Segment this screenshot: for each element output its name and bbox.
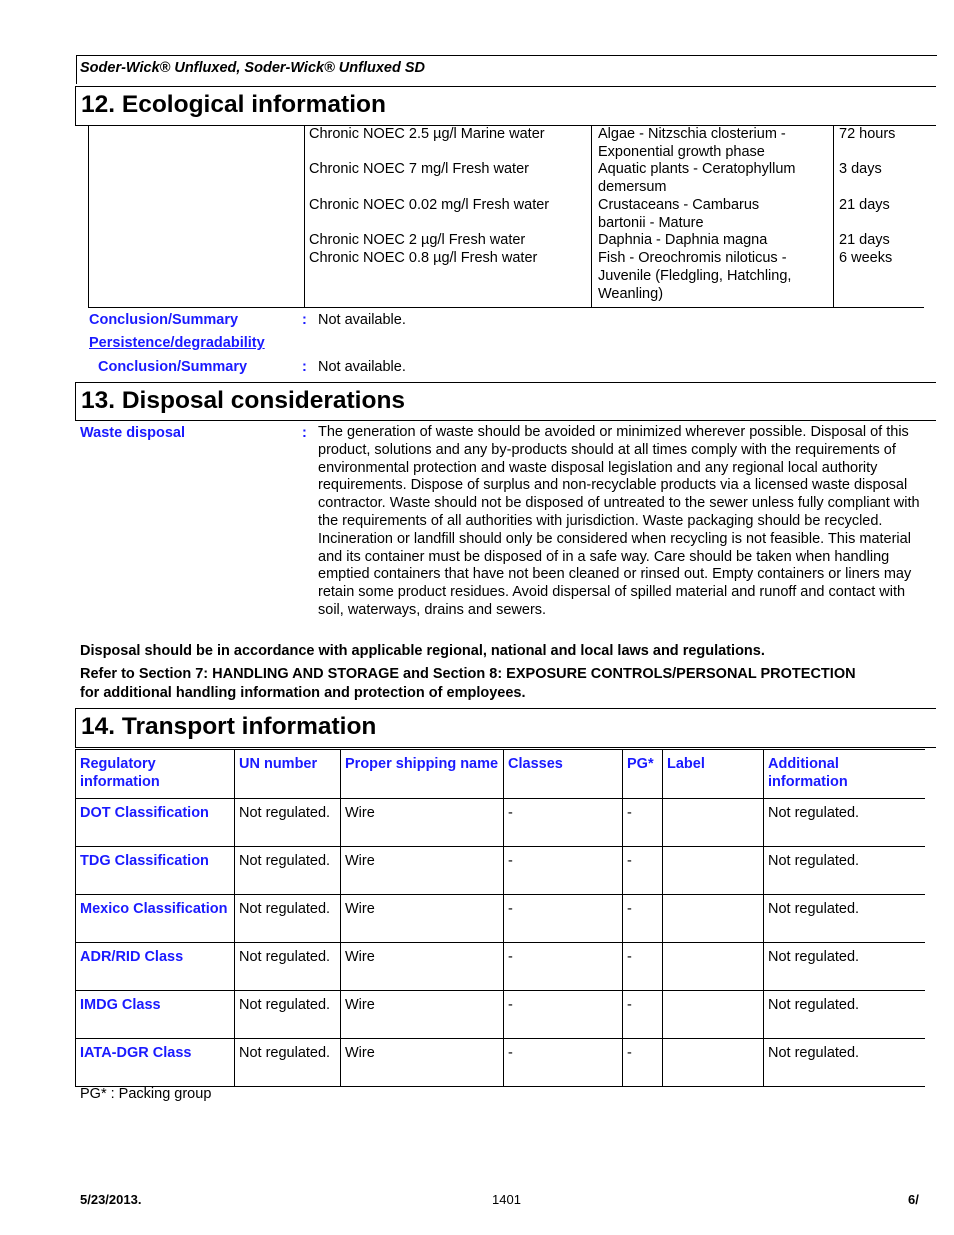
- eco-table-border-left: [88, 126, 89, 307]
- row-regulatory: IMDG Class: [76, 991, 235, 1039]
- eco-exposure-5: 6 weeks: [839, 250, 893, 266]
- section-13-header: [75, 382, 936, 421]
- row-classes: -: [504, 895, 623, 943]
- row-label: [663, 943, 764, 991]
- col-proper-shipping-name: Proper shipping name: [341, 750, 504, 799]
- refer-note-line1: Refer to Section 7: HANDLING AND STORAGE and Section 8: EXPOSURE CONTROLS/PERSONAL PROTECTION: [80, 666, 856, 682]
- row-regulatory: ADR/RID Class: [76, 943, 235, 991]
- eco-test-2: Chronic NOEC 7 mg/l Fresh water: [309, 161, 529, 177]
- row-pg: -: [623, 943, 663, 991]
- footer-page-number: 6/: [908, 1192, 919, 1207]
- conclusion-colon: :: [302, 312, 307, 328]
- eco-species-5c: Weanling): [598, 286, 664, 302]
- row-label: [663, 1039, 764, 1087]
- footer-code: 1401: [492, 1192, 521, 1207]
- col-pg: PG*: [623, 750, 663, 799]
- eco-exposure-1: 72 hours: [839, 126, 896, 142]
- row-shipping-name: Wire: [341, 943, 504, 991]
- row-pg: -: [623, 991, 663, 1039]
- row-classes: -: [504, 991, 623, 1039]
- row-un-number: Not regulated.: [235, 847, 341, 895]
- row-label: [663, 895, 764, 943]
- row-label: [663, 991, 764, 1039]
- packing-group-footnote: PG* : Packing group: [80, 1086, 212, 1102]
- eco-exposure-3: 21 days: [839, 197, 890, 213]
- row-shipping-name: Wire: [341, 1039, 504, 1087]
- row-pg: -: [623, 1039, 663, 1087]
- conclusion-summary-label: Conclusion/Summary: [89, 312, 239, 328]
- table-row: [76, 895, 925, 943]
- section-13-title: 13. Disposal considerations: [81, 387, 406, 414]
- eco-species-1b: Exponential growth phase: [598, 144, 765, 160]
- eco-table-border-bottom: [88, 307, 924, 308]
- row-un-number: Not regulated.: [235, 799, 341, 847]
- row-classes: -: [504, 943, 623, 991]
- eco-species-2a: Aquatic plants - Ceratophyllum: [598, 161, 796, 177]
- row-regulatory: Mexico Classification: [76, 895, 235, 943]
- conclusion-summary-value: Not available.: [318, 312, 406, 328]
- row-pg: -: [623, 847, 663, 895]
- eco-exposure-2: 3 days: [839, 161, 882, 177]
- row-classes: -: [504, 799, 623, 847]
- eco-table-divider-2: [591, 126, 592, 307]
- table-row: [76, 799, 925, 847]
- row-label: [663, 799, 764, 847]
- refer-note-line2: for additional handling information and protection of employees.: [80, 685, 526, 701]
- row-additional-info: Not regulated.: [764, 1039, 925, 1087]
- product-title: Soder-Wick® Unfluxed, Soder-Wick® Unfluxed SD: [80, 60, 425, 76]
- persistence-conclusion-colon: :: [302, 359, 307, 375]
- col-label: Label: [663, 750, 764, 799]
- col-classes: Classes: [504, 750, 623, 799]
- row-un-number: Not regulated.: [235, 943, 341, 991]
- table-row: [76, 991, 925, 1039]
- row-un-number: Not regulated.: [235, 991, 341, 1039]
- row-shipping-name: Wire: [341, 847, 504, 895]
- eco-species-1a: Algae - Nitzschia closterium -: [598, 126, 786, 142]
- transport-header-row: [76, 750, 925, 799]
- table-row: [76, 1039, 925, 1087]
- waste-disposal-text: The generation of waste should be avoided or minimized wherever possible. Disposal of this product, solutions and any by-products should at all times comply with the requirements of environmental protection and waste disposal legislation and any regional local authority requirements. Dispose of surplus and non-recyclable products via a licensed waste disposal contractor. Waste should not be disposed of untreated to the sewer unless fully compliant with the requirements of all authorities with jurisdiction. Waste packaging should be recycled. Incineration or landfill should only be considered when recycling is not feasible. This material and its container must be disposed of in a safe way. Care should be taken when handling emptied containers that have not been cleaned or rinsed out. Empty containers or liners may retain some product residues. Avoid dispersal of spilled material and runoff and contact with soil, waterways, drains and sewers.: [318, 424, 920, 618]
- eco-species-3a: Crustaceans - Cambarus: [598, 197, 760, 213]
- eco-species-3b: bartonii - Mature: [598, 215, 704, 231]
- eco-table-divider-1: [304, 126, 305, 307]
- persistence-conclusion-value: Not available.: [318, 359, 406, 375]
- row-un-number: Not regulated.: [235, 1039, 341, 1087]
- eco-test-4: Chronic NOEC 2 µg/l Fresh water: [309, 232, 526, 248]
- eco-test-1: Chronic NOEC 2.5 µg/l Marine water: [309, 126, 545, 142]
- row-regulatory: IATA-DGR Class: [76, 1039, 235, 1087]
- row-regulatory: DOT Classification: [76, 799, 235, 847]
- row-regulatory: TDG Classification: [76, 847, 235, 895]
- row-additional-info: Not regulated.: [764, 895, 925, 943]
- eco-species-4a: Daphnia - Daphnia magna: [598, 232, 768, 248]
- row-shipping-name: Wire: [341, 799, 504, 847]
- row-pg: -: [623, 799, 663, 847]
- table-row: [76, 943, 925, 991]
- eco-exposure-4: 21 days: [839, 232, 890, 248]
- eco-species-5a: Fish - Oreochromis niloticus -: [598, 250, 787, 266]
- row-pg: -: [623, 895, 663, 943]
- row-label: [663, 847, 764, 895]
- row-additional-info: Not regulated.: [764, 799, 925, 847]
- persistence-degradability-link[interactable]: Persistence/degradability: [89, 335, 265, 351]
- row-classes: -: [504, 1039, 623, 1087]
- col-un-number: UN number: [235, 750, 341, 799]
- section-14-title: 14. Transport information: [81, 713, 377, 740]
- row-classes: -: [504, 847, 623, 895]
- eco-species-2b: demersum: [598, 179, 667, 195]
- row-shipping-name: Wire: [341, 991, 504, 1039]
- eco-test-3: Chronic NOEC 0.02 mg/l Fresh water: [309, 197, 550, 213]
- row-additional-info: Not regulated.: [764, 991, 925, 1039]
- eco-table-divider-3: [833, 126, 834, 307]
- table-row: [76, 847, 925, 895]
- col-additional-information: Additional information: [764, 750, 925, 799]
- row-un-number: Not regulated.: [235, 895, 341, 943]
- section-14-header: [75, 708, 936, 748]
- disposal-note: Disposal should be in accordance with applicable regional, national and local laws and regulations.: [80, 643, 765, 659]
- waste-disposal-colon: :: [302, 425, 307, 441]
- row-additional-info: Not regulated.: [764, 847, 925, 895]
- footer-date: 5/23/2013.: [80, 1192, 142, 1207]
- eco-species-5b: Juvenile (Fledgling, Hatchling,: [598, 268, 792, 284]
- transport-table: [75, 749, 925, 1087]
- row-additional-info: Not regulated.: [764, 943, 925, 991]
- section-12-header: [75, 86, 936, 126]
- row-shipping-name: Wire: [341, 895, 504, 943]
- persistence-conclusion-label: Conclusion/Summary: [98, 359, 248, 375]
- col-regulatory-information: Regulatory information: [76, 750, 235, 799]
- waste-disposal-label: Waste disposal: [80, 425, 186, 441]
- eco-test-5: Chronic NOEC 0.8 µg/l Fresh water: [309, 250, 538, 266]
- section-12-title: 12. Ecological information: [81, 91, 386, 118]
